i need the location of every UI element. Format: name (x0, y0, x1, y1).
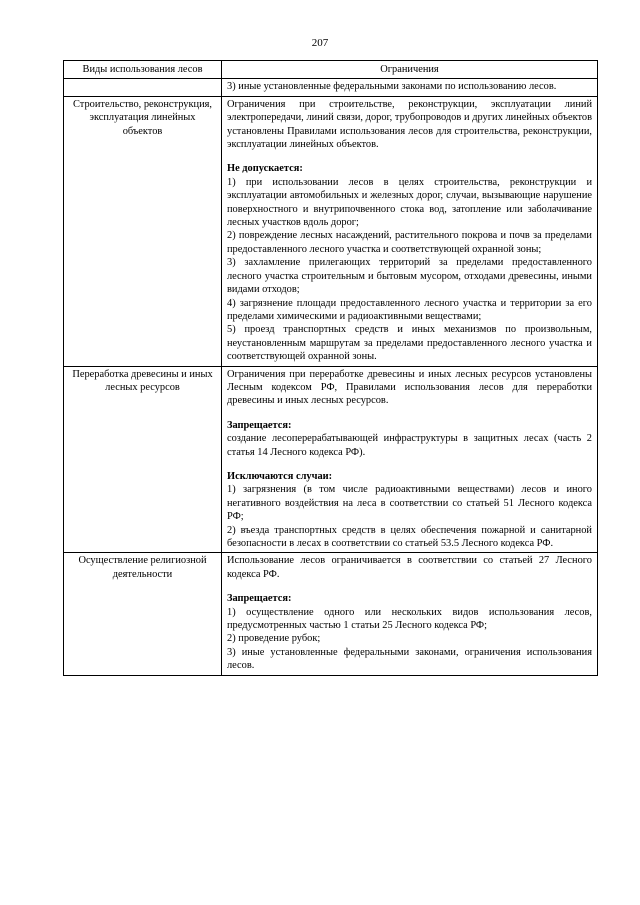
column-header-forest-use-types: Виды использования лесов (64, 61, 222, 79)
restriction-item: 3) иные установленные федеральными законами, ограничения использования лесов. (227, 646, 592, 672)
restriction-item: 1) осуществление одного или нескольких видов использования лесов, предусмотренных частью 1 статьи 25 Лесного кодекса РФ; (227, 606, 592, 632)
page-number: 207 (311, 37, 329, 49)
restriction-text: Использование лесов ограничивается в соответствии со статьей 27 Лесного кодекса РФ. (227, 555, 592, 580)
restrictions-cell (222, 366, 598, 553)
restriction-item: 4) загрязнение площади предоставленного лесного участка и территории за его пределами химическими и радиоактивными веществами; (227, 297, 592, 322)
restriction-heading: Исключаются случаи: (227, 470, 333, 482)
table-row (64, 79, 598, 96)
forest-use-type: Строительство, реконструкция, эксплуатация линейных объектов (64, 96, 222, 366)
restriction-item: 1) загрязнения (в том числе радиоактивными веществами) лесов и иного негативного воздействия на леса в соответствии со статьей 51 Лесного кодекса РФ; (227, 484, 592, 523)
restriction-item: 2) въезда транспортных средств в целях обеспечения пожарной и санитарной безопасности в лесах в соответствии со статьей 53.5 Лесного кодекса РФ. (227, 524, 592, 549)
column-header-restrictions: Ограничения (222, 61, 598, 79)
restriction-text: Ограничения при переработке древесины и иных лесных ресурсов установлены Лесным кодексом РФ, Правилами использования лесов для переработки древесины и иных лесных ресурсов. (227, 368, 592, 407)
restriction-heading: Запрещается: (227, 593, 292, 605)
restriction-text: Ограничения при строительстве, реконструкции, эксплуатации линий электропередачи, линий связи, дорог, трубопроводов и других линейных объектов установлены Правилами использования лесов для строительства, реконструкции, эксплуатации линейных объектов. (227, 98, 592, 151)
restrictions-cell (222, 79, 598, 96)
restriction-heading: Не допускается: (227, 163, 303, 175)
table-row (64, 96, 598, 366)
restriction-heading: Запрещается: (227, 419, 292, 431)
forest-use-type (64, 79, 222, 96)
restriction-item: 2) проведение рубок; (227, 633, 321, 645)
restriction-item: 5) проезд транспортных средств и иных механизмов по произвольным, неустановленным маршрутам за пределами предоставленного лесного участка и соответствующей охранной зоны. (227, 324, 592, 363)
restriction-item: 3) захламление прилегающих территорий за пределами предоставленного лесного участка строительным и бытовым мусором, отходами древесины, иными видами отходов; (227, 257, 592, 296)
table-row (64, 366, 598, 553)
forest-use-type: Осуществление религиозной деятельности (64, 553, 222, 675)
restriction-item: 1) при использовании лесов в целях строительства, реконструкции и эксплуатации автомобильных и железных дорог, случаи, вызывающие нарушение поверхностного и внутрипочвенного стока вод, затопление или заболачивание лесных участков вдоль дорог; (227, 176, 592, 229)
restrictions-cell (222, 553, 598, 675)
restrictions-cell (222, 96, 598, 366)
restrictions-table (63, 60, 598, 676)
restriction-item: создание лесоперерабатывающей инфраструктуры в защитных лесах (часть 2 статья 14 Лесного кодекса РФ). (227, 433, 592, 458)
table-body (64, 79, 598, 675)
forest-use-type: Переработка древесины и иных лесных ресурсов (64, 366, 222, 553)
table-header-row (64, 61, 598, 79)
table-row (64, 553, 598, 675)
restriction-text: 3) иные установленные федеральными законами по использованию лесов. (227, 81, 557, 93)
restriction-item: 2) повреждение лесных насаждений, растительного покрова и почв за пределами предоставленного лесного участка и соответствующей охранной зоны; (227, 230, 592, 255)
